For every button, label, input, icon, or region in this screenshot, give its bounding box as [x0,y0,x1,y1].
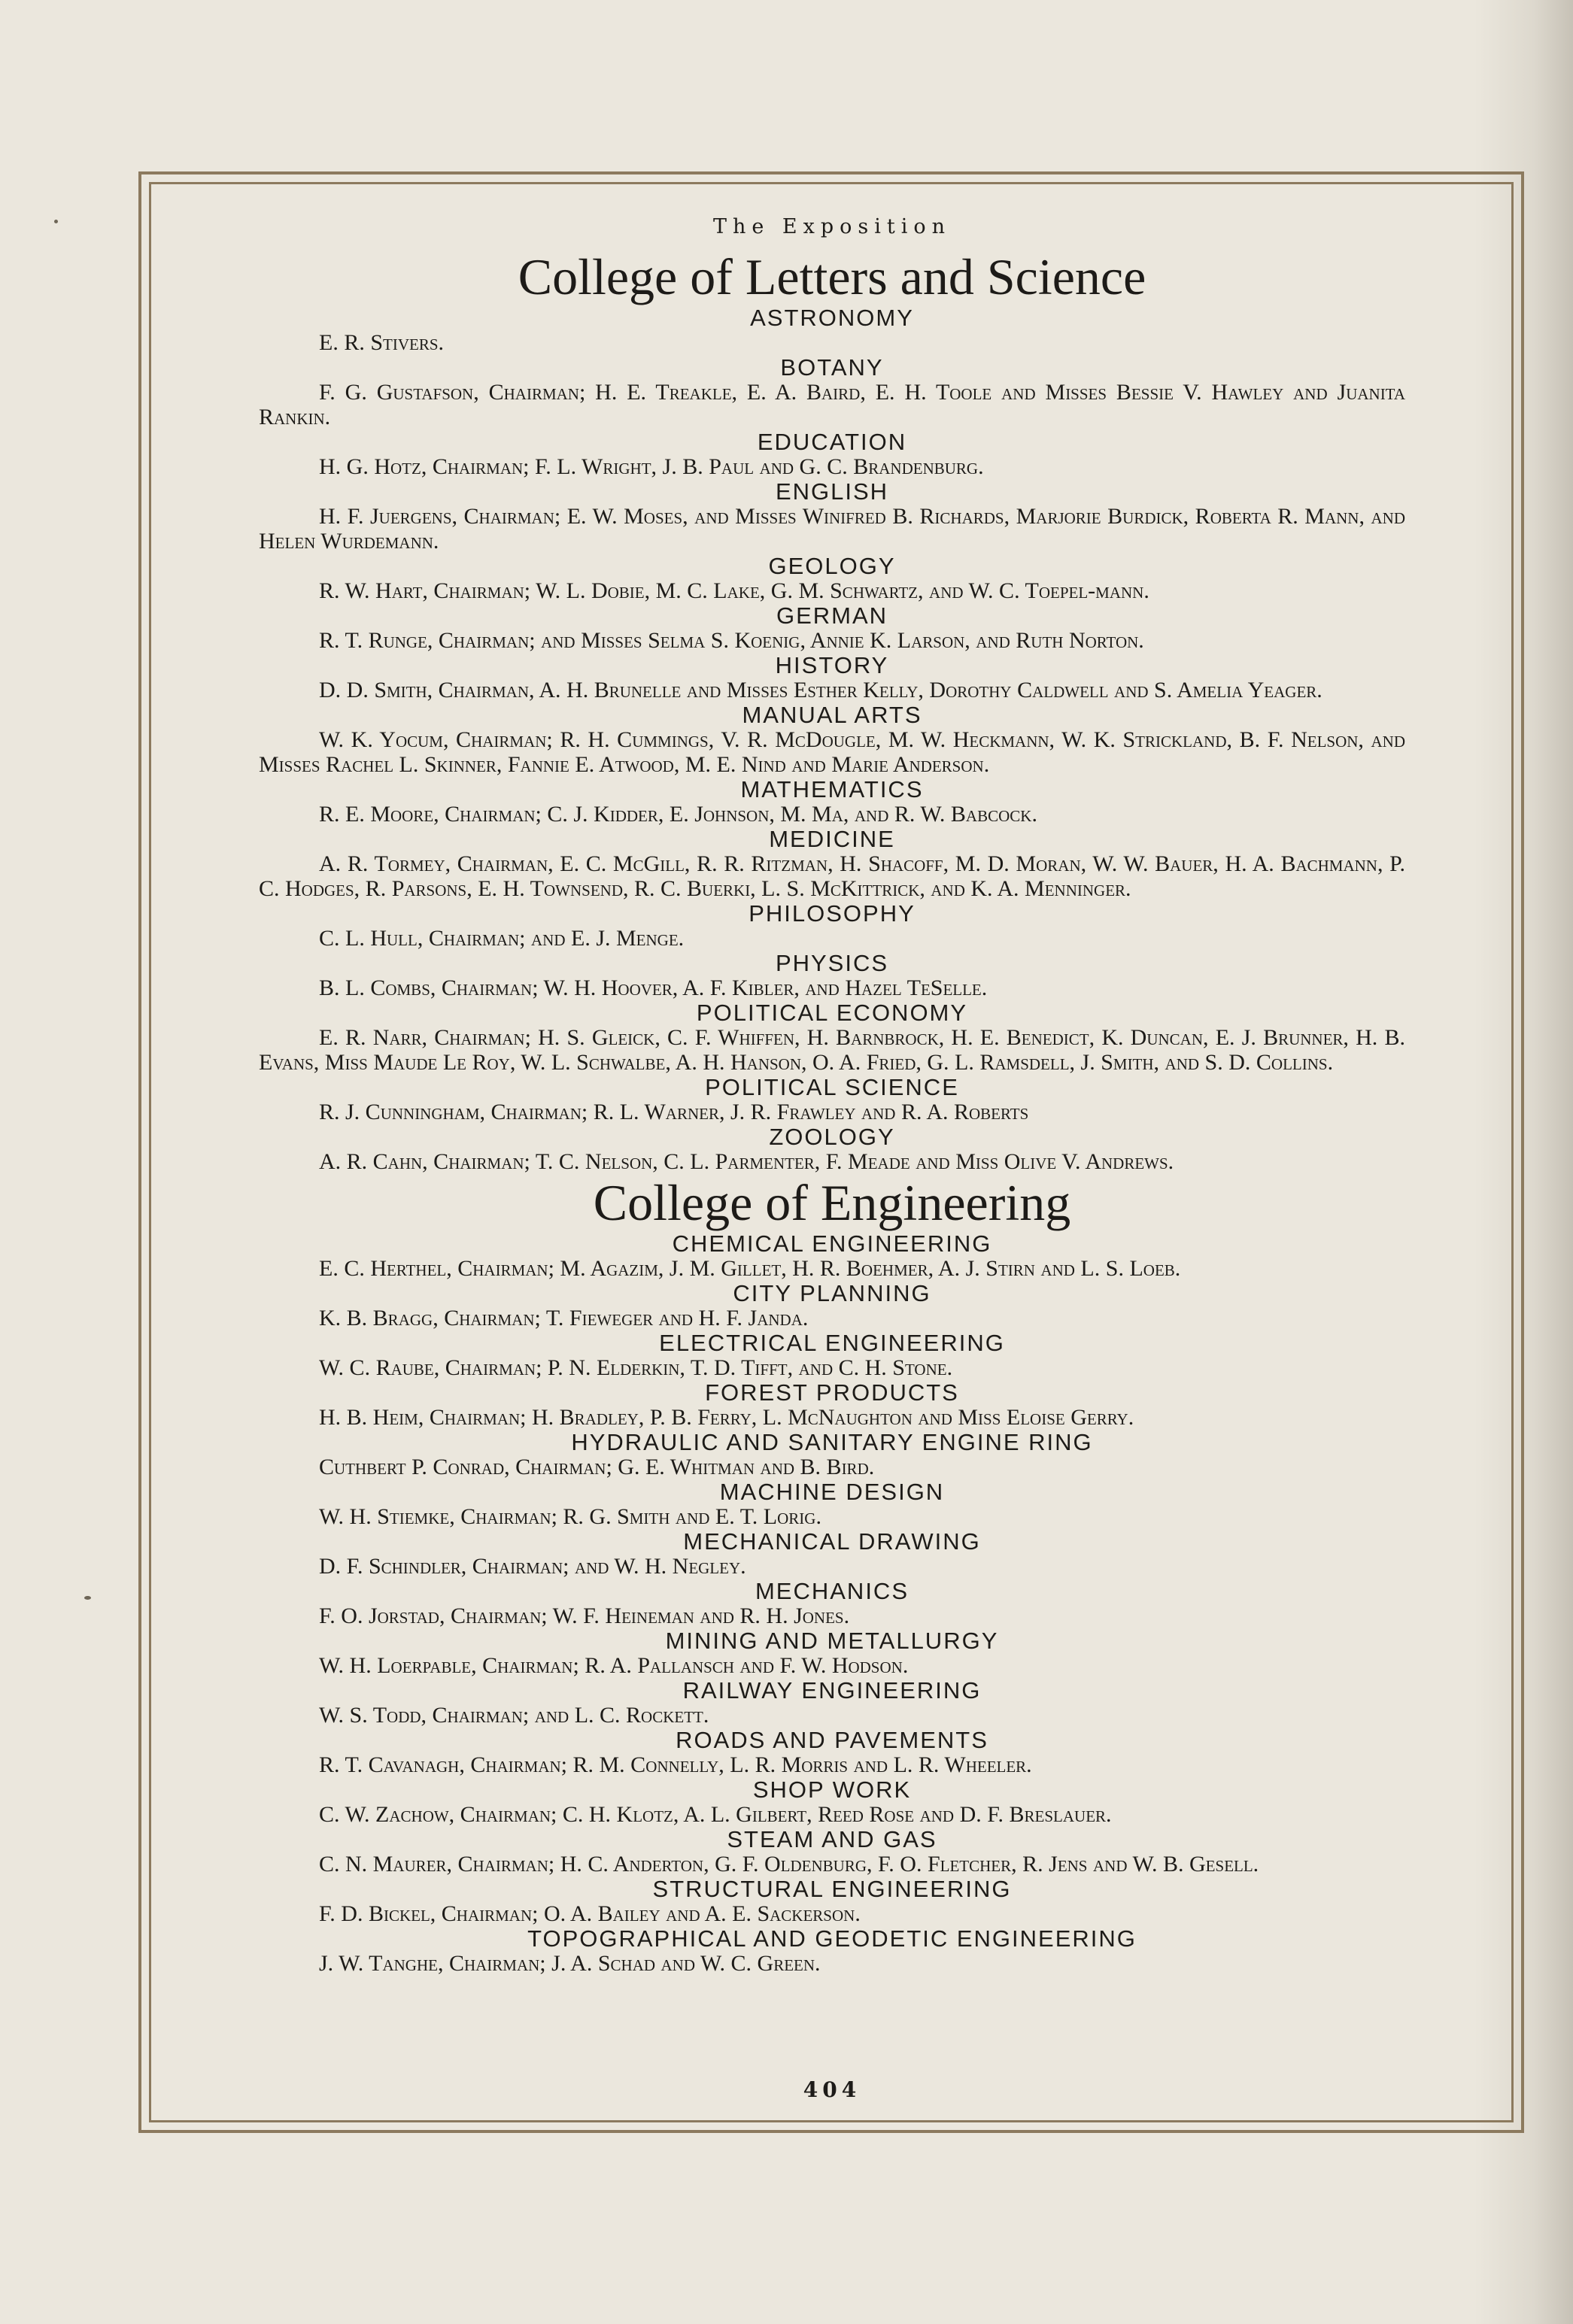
department-members: W. H. Loerpable, Chairman; R. A. Pallansch and F. W. Hodson. [319,1653,909,1678]
department-members: A. R. Tormey, Chairman, E. C. McGill, R. R. Ritzman, H. Shacoff, M. D. Moran, W. W. Bauer, H. A. Bachmann, P. C. Hodges, R. Parsons, E. H. Townsend, R. C. Buerki, L. S. McKittrick, and K. A. Menninger. [259,851,1405,901]
paper-speck [54,220,58,223]
college-title: College of Letters and Science [518,248,1146,305]
department-members: D. F. Schindler, Chairman; and W. H. Negley. [319,1554,746,1579]
department-heading: STEAM AND GAS [727,1826,937,1852]
department-heading: MINING AND METALLURGY [665,1628,999,1654]
department-heading: MATHEMATICS [740,776,924,802]
department-heading: ELECTRICAL ENGINEERING [659,1330,1005,1356]
department-members: W. K. Yocum, Chairman; R. H. Cummings, V. R. McDougle, M. W. Heckmann, W. K. Strickland, B. F. Nelson, and Misses Rachel L. Skinner, Fannie E. Atwood, M. E. Nind and Marie Anderson. [259,727,1405,777]
department-heading: ENGLISH [775,478,889,505]
department-members: R. T. Cavanagh, Chairman; R. M. Connelly, L. R. Morris and L. R. Wheeler. [319,1752,1032,1777]
department-heading: MEDICINE [769,826,895,852]
page-number: 404 [803,2077,861,2102]
department-members: C. W. Zachow, Chairman; C. H. Klotz, A. L. Gilbert, Reed Rose and D. F. Breslauer. [319,1802,1112,1827]
department-members: R. W. Hart, Chairman; W. L. Dobie, M. C. Lake, G. M. Schwartz, and W. C. Toepel-mann. [319,578,1149,603]
department-heading: PHILOSOPHY [749,900,916,927]
department-heading: ASTRONOMY [750,305,914,331]
department-members: C. N. Maurer, Chairman; H. C. Anderton, G. F. Oldenburg, F. O. Fletcher, R. Jens and W. B. Gesell. [319,1852,1259,1876]
department-members: E. R. Stivers. [319,330,445,355]
department-heading: MACHINE DESIGN [719,1479,945,1505]
department-heading: MECHANICAL DRAWING [683,1528,981,1555]
college-title: College of Engineering [593,1174,1071,1231]
department-members: W. C. Raube, Chairman; P. N. Elderkin, T. D. Tifft, and C. H. Stone. [319,1355,953,1380]
department-heading: CHEMICAL ENGINEERING [672,1230,992,1257]
department-heading: POLITICAL SCIENCE [705,1074,959,1100]
department-heading: HYDRAULIC AND SANITARY ENGINE RING [571,1429,1093,1455]
department-members: K. B. Bragg, Chairman; T. Fieweger and H. F. Janda. [319,1306,809,1330]
department-members: C. L. Hull, Chairman; and E. J. Menge. [319,926,685,951]
department-heading: GEOLOGY [768,553,896,579]
department-members: E. R. Narr, Chairman; H. S. Gleick, C. F. Whiffen, H. Barnbrock, H. E. Benedict, K. Duncan, E. J. Brunner, H. B. Evans, Miss Maude Le Roy, W. L. Schwalbe, A. H. Hanson, O. A. Fried, G. L. Ramsdell, J. Smith, and S. D. Collins. [259,1025,1405,1075]
department-heading: MANUAL ARTS [742,702,922,728]
department-members: D. D. Smith, Chairman, A. H. Brunelle and Misses Esther Kelly, Dorothy Caldwell and S. Amelia Yeager. [319,678,1322,702]
department-members: F. G. Gustafson, Chairman; H. E. Treakle, E. A. Baird, E. H. Toole and Misses Bessie V. Hawley and Juanita Rankin. [259,380,1405,429]
department-heading: FOREST PRODUCTS [705,1379,959,1406]
department-members: F. O. Jorstad, Chairman; W. F. Heineman and R. H. Jones. [319,1603,850,1628]
paper-speck [84,1596,91,1600]
department-members: W. H. Stiemke, Chairman; R. G. Smith and E. T. Lorig. [319,1504,821,1529]
department-heading: TOPOGRAPHICAL AND GEODETIC ENGINEERING [527,1925,1137,1952]
department-members: H. B. Heim, Chairman; H. Bradley, P. B. Ferry, L. McNaughton and Miss Eloise Gerry. [319,1405,1134,1430]
department-heading: STRUCTURAL ENGINEERING [652,1876,1012,1902]
department-members: R. T. Runge, Chairman; and Misses Selma S. Koenig, Annie K. Larson, and Ruth Norton. [319,628,1144,653]
department-heading: CITY PLANNING [733,1280,931,1306]
department-heading: ZOOLOGY [769,1124,895,1150]
department-members: J. W. Tanghe, Chairman; J. A. Schad and W. C. Green. [319,1951,821,1976]
department-heading: RAILWAY ENGINEERING [682,1677,982,1704]
department-members: A. R. Cahn, Chairman; T. C. Nelson, C. L. Parmenter, F. Meade and Miss Olive V. Andrews. [319,1149,1174,1174]
department-members: B. L. Combs, Chairman; W. H. Hoover, A. F. Kibler, and Hazel TeSelle. [319,975,988,1000]
department-heading: HISTORY [775,652,889,678]
department-heading: BOTANY [780,354,884,381]
department-members: E. C. Herthel, Chairman; M. Agazim, J. M. Gillet, H. R. Boehmer, A. J. Stirn and L. S. Loeb. [319,1256,1181,1281]
department-members: H. F. Juergens, Chairman; E. W. Moses, and Misses Winifred B. Richards, Marjorie Burdick, Roberta R. Mann, and Helen Wurdemann. [259,504,1405,554]
department-members: R. E. Moore, Chairman; C. J. Kidder, E. Johnson, M. Ma, and R. W. Babcock. [319,802,1037,827]
department-heading: SHOP WORK [752,1776,912,1803]
college-section [259,1174,1405,1976]
department-members: R. J. Cunningham, Chairman; R. L. Warner, J. R. Frawley and R. A. Roberts [319,1100,1029,1124]
department-members: Cuthbert P. Conrad, Chairman; G. E. Whitman and B. Bird. [319,1455,875,1479]
department-heading: PHYSICS [775,950,889,976]
college-section [259,248,1405,1174]
department-heading: GERMAN [776,602,888,629]
department-members: F. D. Bickel, Chairman; O. A. Bailey and A. E. Sackerson. [319,1901,861,1926]
department-members: H. G. Hotz, Chairman; F. L. Wright, J. B. Paul and G. C. Brandenburg. [319,454,984,479]
department-heading: EDUCATION [757,429,907,455]
department-heading: POLITICAL ECONOMY [696,1000,968,1026]
department-heading: MECHANICS [755,1578,909,1604]
department-members: W. S. Todd, Chairman; and L. C. Rockett. [319,1703,709,1728]
department-heading: ROADS AND PAVEMENTS [676,1727,988,1753]
running-head: The Exposition [712,215,952,238]
page-content [259,211,1405,1976]
